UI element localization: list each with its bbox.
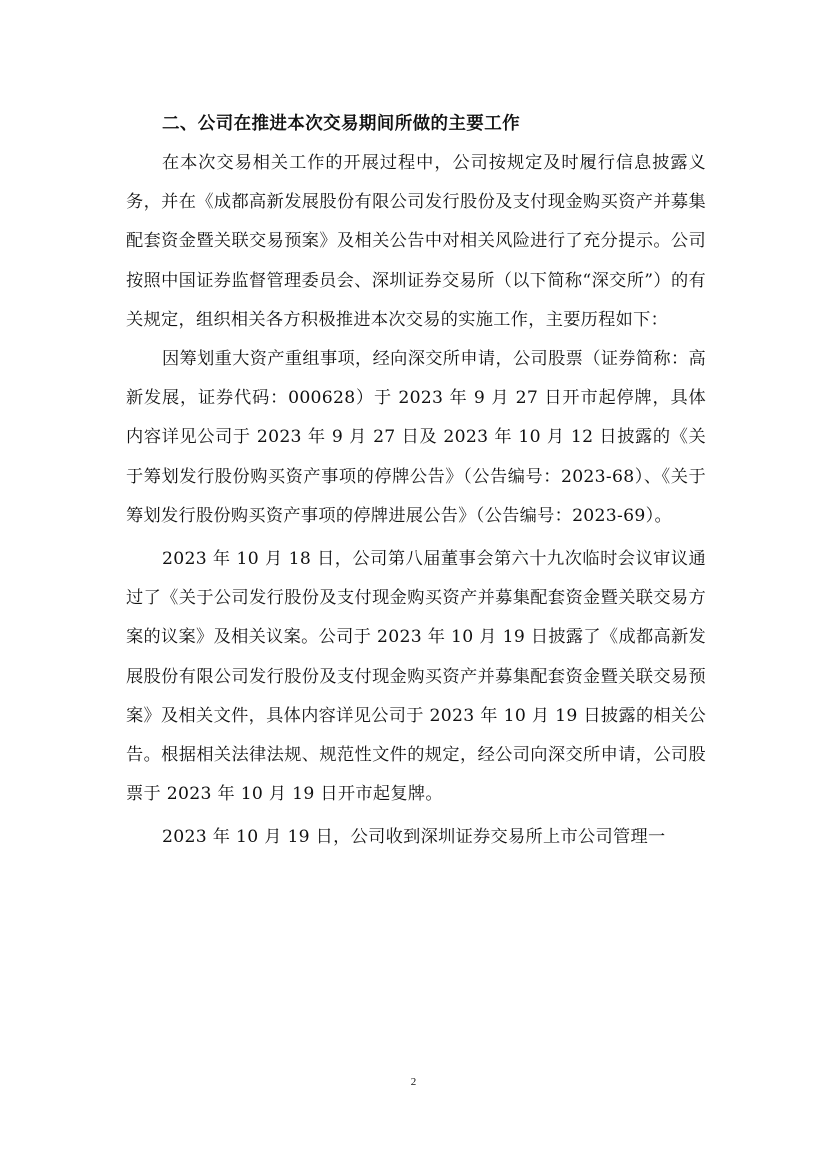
paragraph-suspension: 因筹划重大资产重组事项，经向深交所申请，公司股票（证券简称：高新发展，证券代码：000628）于 2023 年 9 月 27 日开市起停牌，具体内容详见公司于 2023 年 9 月 27 日及 2023 年 10 月 12 日披露的《关于筹划发行股份购买资产事项的停牌公告》（公告编号：2023-68）、《关于筹划发行股份购买资产事项的停牌进展公告》（公告编号：2023-69）。 <box>126 349 706 526</box>
paragraph-intro: 在本次交易相关工作的开展过程中，公司按规定及时履行信息披露义务，并在《成都高新发展股份有限公司发行股份及支付现金购买资产并募集配套资金暨关联交易预案》及相关公告中对相关风险进行了充分提示。公司按照中国证券监督管理委员会、深圳证券交易所（以下简称“深交所”）的有关规定，组织相关各方积极推进本次交易的实施工作，主要历程如下： <box>126 153 706 330</box>
paragraph-board-meeting: 2023 年 10 月 18 日，公司第八届董事会第六十九次临时会议审议通过了《关于公司发行股份及支付现金购买资产并募集配套资金暨关联交易方案的议案》及相关议案。公司于 2023 年 10 月 19 日披露了《成都高新发展股份有限公司发行股份及支付现金购买资产并募集配套资金暨关联交易预案》及相关文件，具体内容详见公司于 2023 年 10 月 19 日披露的相关公告。根据相关法律法规、规范性文件的规定，经公司向深交所申请，公司股票于 2023 年 10 月 19 日开市起复牌。 <box>126 549 706 805</box>
paragraph-inquiry: 2023 年 10 月 19 日，公司收到深圳证券交易所上市公司管理一 <box>162 827 666 848</box>
document-body <box>126 104 706 858</box>
section-heading: 二、公司在推进本次交易期间所做的主要工作 <box>162 114 520 134</box>
page-number: 2 <box>410 1076 417 1088</box>
